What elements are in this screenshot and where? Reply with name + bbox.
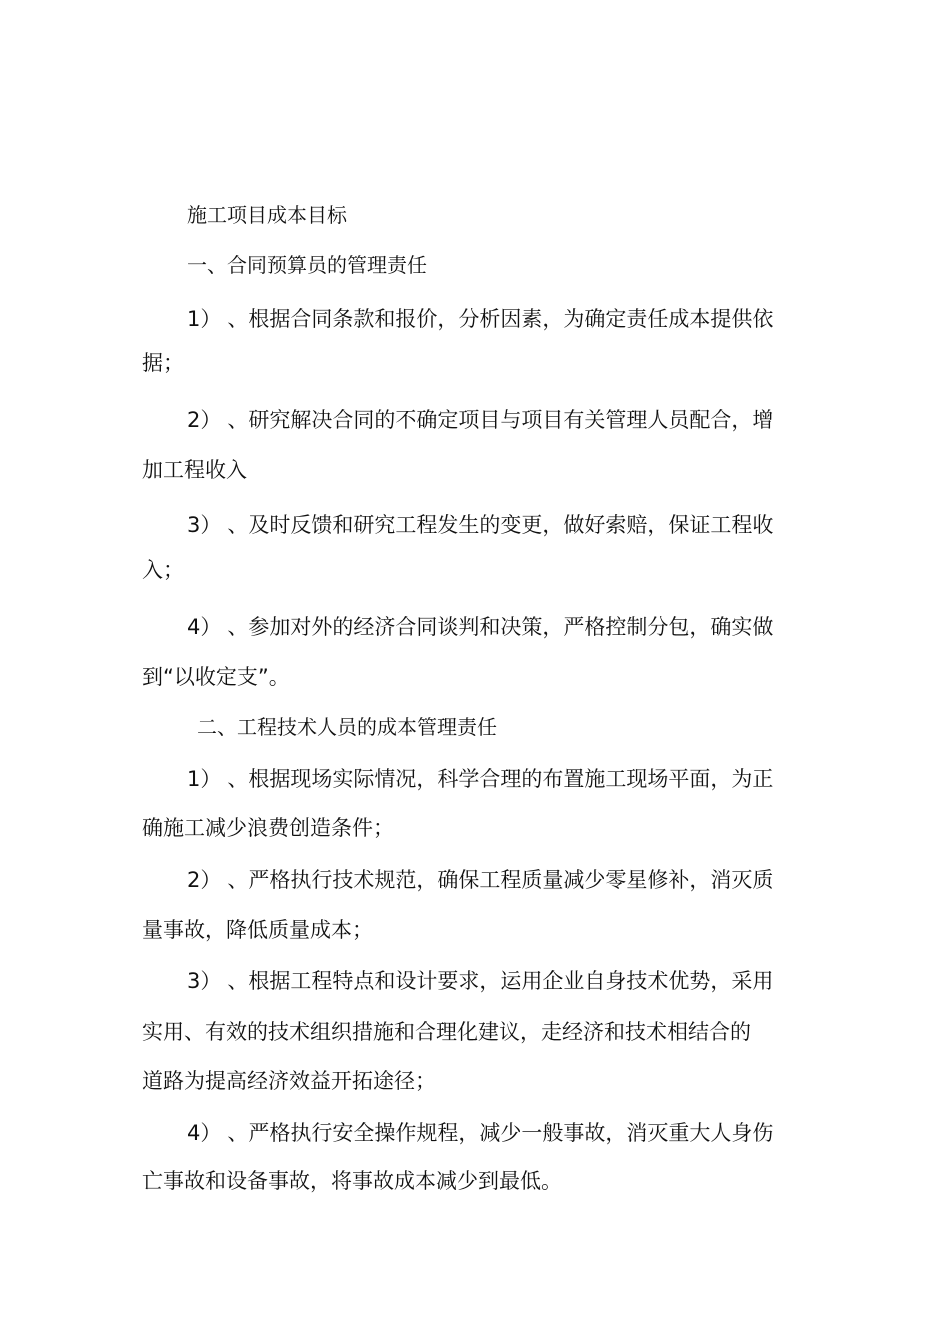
item-text: 、严格执行技术规范，确保工程质量减少零星修补，消灭质 (227, 868, 774, 892)
section-1-heading: 一、合同预算员的管理责任 (187, 253, 427, 277)
section-2-item-3-continuation: 实用、有效的技术组织措施和合理化建议，走经济和技术相结合的 (142, 1020, 751, 1044)
section-2-item-2 (187, 866, 773, 894)
section-1-item-2-continuation: 加工程收入 (142, 458, 247, 482)
item-number: 1） (187, 307, 222, 331)
section-2-item-3-continuation-2: 道路为提高经济效益开拓途径； (142, 1069, 436, 1093)
section-1-item-3-continuation: 入； (142, 558, 184, 582)
section-1-item-1 (187, 305, 773, 333)
section-1-item-3 (187, 511, 773, 539)
item-number: 2） (187, 868, 222, 892)
section-1-item-2 (187, 406, 773, 434)
section-2-item-2-continuation: 量事故，降低质量成本； (142, 918, 373, 942)
item-number: 1） (187, 767, 222, 791)
item-number: 2） (187, 408, 222, 432)
section-2-item-1 (187, 765, 773, 793)
item-text: 、根据工程特点和设计要求，运用企业自身技术优势，采用 (227, 969, 774, 993)
item-number: 3） (187, 513, 222, 537)
item-text: 、及时反馈和研究工程发生的变更，做好索赔，保证工程收 (227, 513, 774, 537)
item-text: 、根据合同条款和报价，分析因素，为确定责任成本提供依 (227, 307, 774, 331)
item-text: 、严格执行安全操作规程，减少一般事故，消灭重大人身伤 (227, 1121, 774, 1145)
item-text: 、参加对外的经济合同谈判和决策，严格控制分包，确实做 (227, 615, 774, 639)
section-2-item-3 (187, 967, 773, 995)
section-1-item-4 (187, 613, 773, 641)
section-2-item-1-continuation: 确施工减少浪费创造条件； (142, 816, 394, 840)
item-number: 4） (187, 1121, 222, 1145)
item-text: 、研究解决合同的不确定项目与项目有关管理人员配合，增 (227, 408, 774, 432)
document-title: 施工项目成本目标 (187, 203, 347, 227)
section-1-item-4-continuation: 到“以收定支”。 (142, 665, 290, 689)
section-1-item-1-continuation: 据； (142, 351, 184, 375)
item-number: 3） (187, 969, 222, 993)
item-number: 4） (187, 615, 222, 639)
section-2-item-4-continuation: 亡事故和设备事故，将事故成本减少到最低。 (142, 1169, 562, 1193)
item-text: 、根据现场实际情况，科学合理的布置施工现场平面，为正 (227, 767, 774, 791)
section-2-heading: 二、工程技术人员的成本管理责任 (197, 715, 497, 739)
section-2-item-4 (187, 1119, 773, 1147)
